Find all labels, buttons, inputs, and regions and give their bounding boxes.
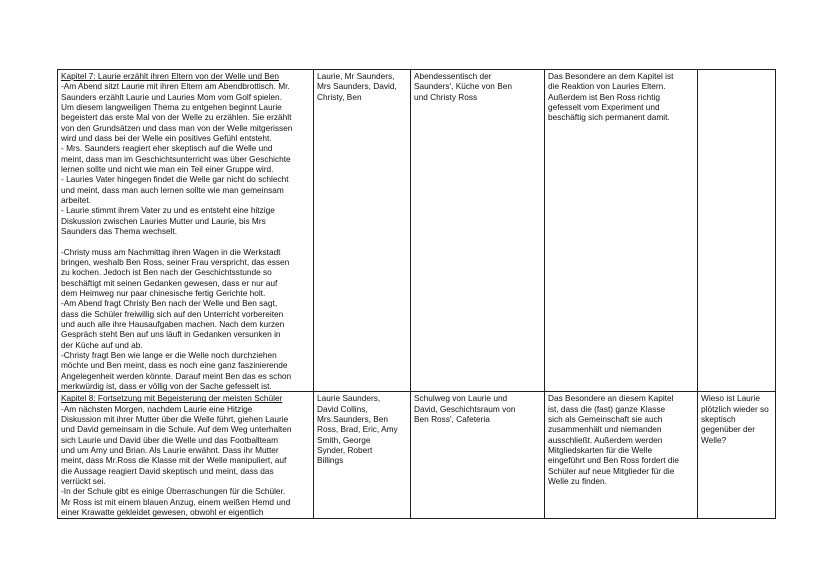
text-line: beschäftigt mit seinen Gedanken gewesen, dass er nur auf xyxy=(61,277,278,288)
text-line: Billings xyxy=(317,455,344,466)
text-line: Das Besondere an dem Kapitel ist xyxy=(548,71,674,81)
text-line: Mitgliedskarten für die Welle xyxy=(548,445,653,456)
text-line: und David gemeinsam in die Schule. Auf dem Weg unterhalten xyxy=(61,424,292,435)
text-line: Christy, Ben xyxy=(317,91,362,102)
text-line: zusammenhält und niemanden xyxy=(548,424,662,435)
text-line: eingeführt und Ben Ross fordert die xyxy=(548,455,679,466)
text-line: - Laurie stimmt ihrem Vater zu und es entsteht eine hitzige xyxy=(61,205,275,216)
text-line: der Küche auf und ab. xyxy=(61,339,143,350)
questions-text xyxy=(701,393,772,445)
text-line: Saunders erzählt Laurie und Lauries Mom vom Golf spielen. xyxy=(61,91,282,102)
chapter-title: Kapitel 8: Fortsetzung mit Begeisterung der meisten Schüler xyxy=(61,393,283,404)
text-line: Smith, George xyxy=(317,434,371,445)
text-line: und Christy Ross xyxy=(414,91,478,102)
chapter-title: Kapitel 7: Laurie erzählt ihren Eltern von der Welle und Ben xyxy=(61,71,279,81)
text-line: Schulweg von Laurie und xyxy=(414,393,508,404)
text-line: ausschließt. Außerdem werden xyxy=(548,434,663,445)
notes-text xyxy=(548,71,694,123)
places-cell xyxy=(411,70,545,392)
text-line: Synder, Robert xyxy=(317,445,373,456)
text-line: Laurie, Mr Saunders, xyxy=(317,71,395,81)
text-line: die Aussage reagiert David skeptisch und meint, dass das xyxy=(61,465,274,476)
persons-text xyxy=(317,71,407,102)
notes-cell xyxy=(545,392,698,519)
text-line: einer Krawatte gekleidet gewesen, obwohl er eigentlich xyxy=(61,507,264,518)
text-line xyxy=(61,237,310,247)
text-line: David Collins, xyxy=(317,403,368,414)
text-line: -Am nächsten Morgen, nachdem Laurie eine Hitzige xyxy=(61,403,253,414)
text-line: Angelegenheit werden könnte. Darauf meint Ben das es schon xyxy=(61,370,292,381)
summary-cell xyxy=(58,392,314,519)
text-line: skeptisch xyxy=(701,414,736,424)
text-line: David, Geschichtsraum von xyxy=(414,403,516,414)
places-text xyxy=(414,393,541,424)
text-line: - Lauries Vater hingegen findet die Welle gar nicht do schlecht xyxy=(61,174,289,185)
text-line: Ross, Brad, Eric, Amy xyxy=(317,424,398,435)
text-line: Außerdem ist Ben Ross richtig xyxy=(548,91,661,102)
text-line: lernen sollte und nicht wie man ein Teil einer Gruppe wird. xyxy=(61,164,274,175)
text-line: und auch alle ihre Hausaufgaben machen. Nach dem kurzen xyxy=(61,318,285,329)
text-line: wird und dass bei der Welle ein positives Gefühl entsteht. xyxy=(61,133,272,144)
text-line: arbeitet. xyxy=(61,195,91,206)
text-line: beschäftig sich permanent damit. xyxy=(548,112,670,123)
text-line: ist, dass die (fast) ganze Klasse xyxy=(548,403,666,414)
text-line: Diskussion zwischen Lauries Mutter und Laurie, bis Mrs xyxy=(61,215,266,226)
text-line: sich als Gemeinschaft sie auch xyxy=(548,414,663,424)
questions-cell xyxy=(698,70,776,392)
text-line: dass die Schüler freiwillig sich auf den Unterricht vorbereiten xyxy=(61,308,284,319)
text-line: Um diesem langweiligen Thema zu entgehen beginnt Laurie xyxy=(61,102,282,113)
text-line: Mr Ross ist mit einem blauen Anzug, einem weißen Hemd und xyxy=(61,496,291,507)
text-line: plötzlich wieder so xyxy=(701,403,769,414)
text-line: Saunders das Thema wechselt. xyxy=(61,226,178,237)
text-line: zu kochen. Jedoch ist Ben nach der Geschichtsstunde so xyxy=(61,267,272,278)
summary-text xyxy=(61,404,310,518)
text-line: Das Besondere an diesem Kapitel xyxy=(548,393,674,404)
notes-cell xyxy=(545,70,698,392)
text-line: und um Amy und Brian. Als Laurie erwähnt. Dass ihr Mutter xyxy=(61,445,279,456)
summary-text xyxy=(61,81,310,391)
text-line: verrückt sei. xyxy=(61,476,106,487)
text-line: gefesselt vom Experiment und xyxy=(548,102,660,113)
text-line: von den Grundsätzen und dass man von der Welle mitgerissen xyxy=(61,122,293,133)
text-line: sich Laurie und David über die Welle und das Footballteam xyxy=(61,434,279,445)
text-line: begeistert das erste Mal von der Welle zu erzählen. Sie erzählt xyxy=(61,112,292,123)
text-line: Diskussion mit ihrer Mutter über die Welle führt, giehen Laurie xyxy=(61,414,289,424)
text-line: Gespräch steht Ben auf uns läuft in Gedanken versunken in xyxy=(61,329,281,340)
table-row xyxy=(58,392,776,519)
table-row xyxy=(58,70,776,392)
text-line: merkwürdig ist, dass er völlig von der Sache gefesselt ist. xyxy=(61,380,272,391)
text-line: Laurie Saunders, xyxy=(317,393,381,404)
persons-cell xyxy=(314,392,411,519)
text-line: dem Heimweg nur paar chinesische fertig Gerichte holt. xyxy=(61,287,266,298)
text-line: Welle zu finden. xyxy=(548,476,607,487)
places-cell xyxy=(411,392,545,519)
text-line: Ben Ross', Cafeteria xyxy=(414,414,490,424)
text-line: Welle? xyxy=(701,434,727,445)
places-text xyxy=(414,71,541,102)
persons-cell xyxy=(314,70,411,392)
text-line: meint, dass man im Geschichtsunterricht was über Geschichte xyxy=(61,153,291,164)
text-line: die Reaktion von Lauries Eltern. xyxy=(548,81,666,92)
text-line: -In der Schule gibt es einige Überraschungen für die Schüler. xyxy=(61,486,286,497)
text-line: -Christy muss am Nachmittag ihren Wagen in die Werkstadt xyxy=(61,246,281,257)
persons-text xyxy=(317,393,407,465)
text-line: Wieso ist Laurie xyxy=(701,393,761,404)
notes-text xyxy=(548,393,694,486)
text-line: -Am Abend sitzt Laurie mit ihren Eltern am Abendbrottisch. Mr. xyxy=(61,81,290,92)
text-line: Saunders', Küche von Ben xyxy=(414,81,512,92)
text-line: Mrs.Saunders, Ben xyxy=(317,414,389,424)
text-line: bringen, weshalb Ben Ross, seiner Frau verspricht, das essen xyxy=(61,256,290,267)
text-line: meint, dass Mr.Ross die Klasse mit der Welle manipuliert, auf xyxy=(61,455,287,466)
questions-cell xyxy=(698,392,776,519)
text-line: -Am Abend fragt Christy Ben nach der Welle und Ben sagt, xyxy=(61,298,278,309)
chapter-table xyxy=(57,69,776,519)
text-line: -Christy fragt Ben wie lange er die Welle noch durchziehen xyxy=(61,349,277,360)
text-line: gegenüber der xyxy=(701,424,755,435)
text-line: Schüler auf neue Mitglieder für die xyxy=(548,465,675,476)
text-line: und meint, dass man auch lernen sollte wie man gemeinsam xyxy=(61,184,284,195)
text-line: Mrs Saunders, David, xyxy=(317,81,397,92)
text-line: - Mrs. Saunders reagiert eher skeptisch auf die Welle und xyxy=(61,143,273,154)
text-line: Abendessentisch der xyxy=(414,71,492,81)
summary-cell xyxy=(58,70,314,392)
text-line: möchte und Ben meint, dass es noch eine ganz faszinierende xyxy=(61,360,288,371)
